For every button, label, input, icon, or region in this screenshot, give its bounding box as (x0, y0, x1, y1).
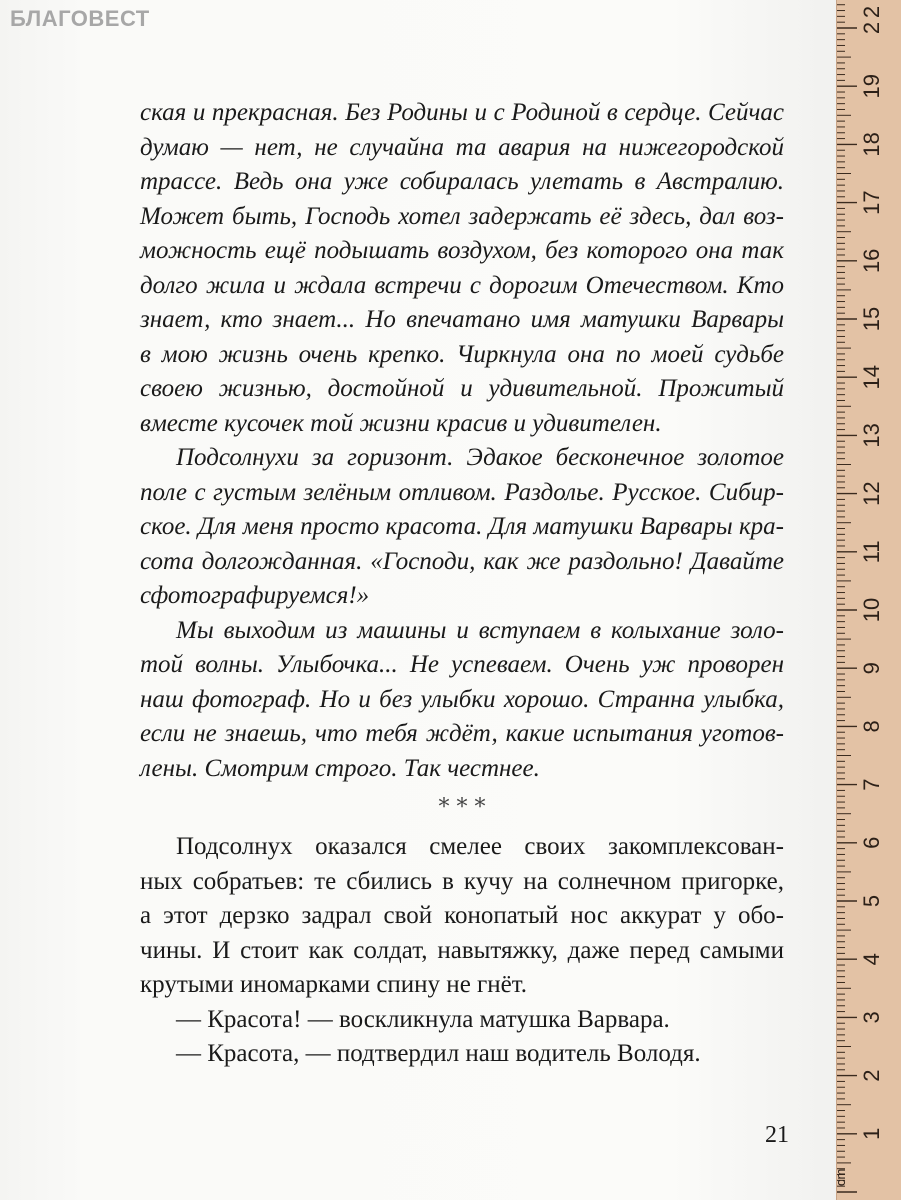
text-line: крутыми иномарками спину не гнёт. (140, 971, 528, 998)
ruler-label: 1 (858, 1127, 884, 1140)
text-line: можность ещё подышать воздухом, без которого она так (140, 237, 784, 264)
text-line: Может быть, Господь хотел задержать её здесь, дал воз- (140, 202, 784, 230)
text-line: долго жила и ждала встречи с дорогим Отечеством. Кто (140, 271, 784, 299)
ruler-label: 19 (858, 73, 884, 99)
text-line: поле с густым зелёным отливом. Раздолье. Русское. Сибир- (140, 478, 784, 506)
text-line: а этот дерзко задрал свой конопатый нос аккурат у обо- (140, 902, 784, 929)
ruler-label: 13 (858, 423, 884, 448)
watermark-logo: БЛАГОВЕСТ (10, 6, 150, 31)
text-line: той волны. Улыбочка... Не успеваем. Очень уж проворен (140, 651, 784, 678)
ruler (833, 0, 901, 1200)
text-line: в мою жизнь очень крепко. Чиркнула она по моей судьбе (140, 340, 784, 368)
ruler-label: 3 (858, 1011, 884, 1024)
text-line: сота долгожданная. «Господи, как же раздольно! Давайте (140, 547, 784, 575)
page-text (140, 96, 784, 1072)
text-line: если не знаешь, что тебя ждёт, какие испытания уготов- (140, 720, 784, 747)
text-line: ных собратьев: те сбились в кучу на солнечном пригорке, (140, 867, 784, 895)
ruler-label: 18 (858, 132, 884, 157)
ruler-label: 15 (858, 306, 884, 332)
ruler-label: 12 (858, 481, 884, 506)
text-line: чины. И стоит как солдат, навытяжку, даже перед самыми (140, 936, 784, 964)
ruler-label: 16 (858, 248, 884, 274)
ruler-label: 17 (858, 190, 884, 215)
ruler-label: 2 (858, 5, 884, 19)
text-line: лены. Смотрим строго. Так честнее. (140, 754, 540, 782)
text-line: Подсолнухи за горизонт. Эдакое бесконечное золотое (176, 444, 784, 471)
text-line: своею жизнью, достойной и удивительной. Прожитый (140, 375, 784, 402)
text-line: Мы выходим из машины и вступаем в колыхание золо- (176, 616, 784, 644)
ruler-label: 8 (858, 720, 884, 733)
text-line: — Красота, — подтвердил наш водитель Володя. (176, 1040, 701, 1067)
ruler-label: 14 (858, 364, 884, 390)
text-line: ское. Для меня просто красота. Для матушки Варвары кра- (140, 513, 784, 540)
text-line: трассе. Ведь она уже собиралась улетать в Австралию. (140, 168, 784, 195)
ruler-label: 2 (858, 21, 884, 35)
text-line: думаю — нет, не случайна та авария на нижегородской (140, 133, 784, 161)
text-line: Подсолнух оказался смелее своих закомплексован- (176, 833, 784, 860)
text-line: знает, кто знает... Но впечатано имя матушки Варвары (140, 306, 784, 333)
ruler-label: 2 (858, 1069, 884, 1082)
text-line: вместе кусочек той жизни красив и удивителен. (140, 409, 662, 437)
ruler-label: 7 (858, 778, 884, 791)
ruler-label: 6 (858, 836, 884, 849)
text-line: — Красота! — воскликнула матушка Варвара. (176, 1005, 670, 1033)
ruler-label: 9 (858, 662, 884, 675)
text-line: ская и прекрасная. Без Родины и с Родиной в сердце. Сейчас (140, 99, 784, 126)
section-divider: * * * (438, 795, 486, 820)
ruler-label: 4 (858, 953, 884, 966)
text-line: сфотографируемся!» (140, 582, 370, 609)
ruler-unit-label: cm (833, 1168, 848, 1186)
text-line: наш фотограф. Но и без улыбки хорошо. Странна улыбка, (140, 685, 784, 713)
ruler-label: 11 (858, 540, 884, 564)
ruler-label: 5 (858, 894, 884, 908)
ruler-label: 10 (858, 597, 884, 623)
ruler-scale (833, 0, 901, 1200)
page-number: 21 (765, 1122, 789, 1148)
